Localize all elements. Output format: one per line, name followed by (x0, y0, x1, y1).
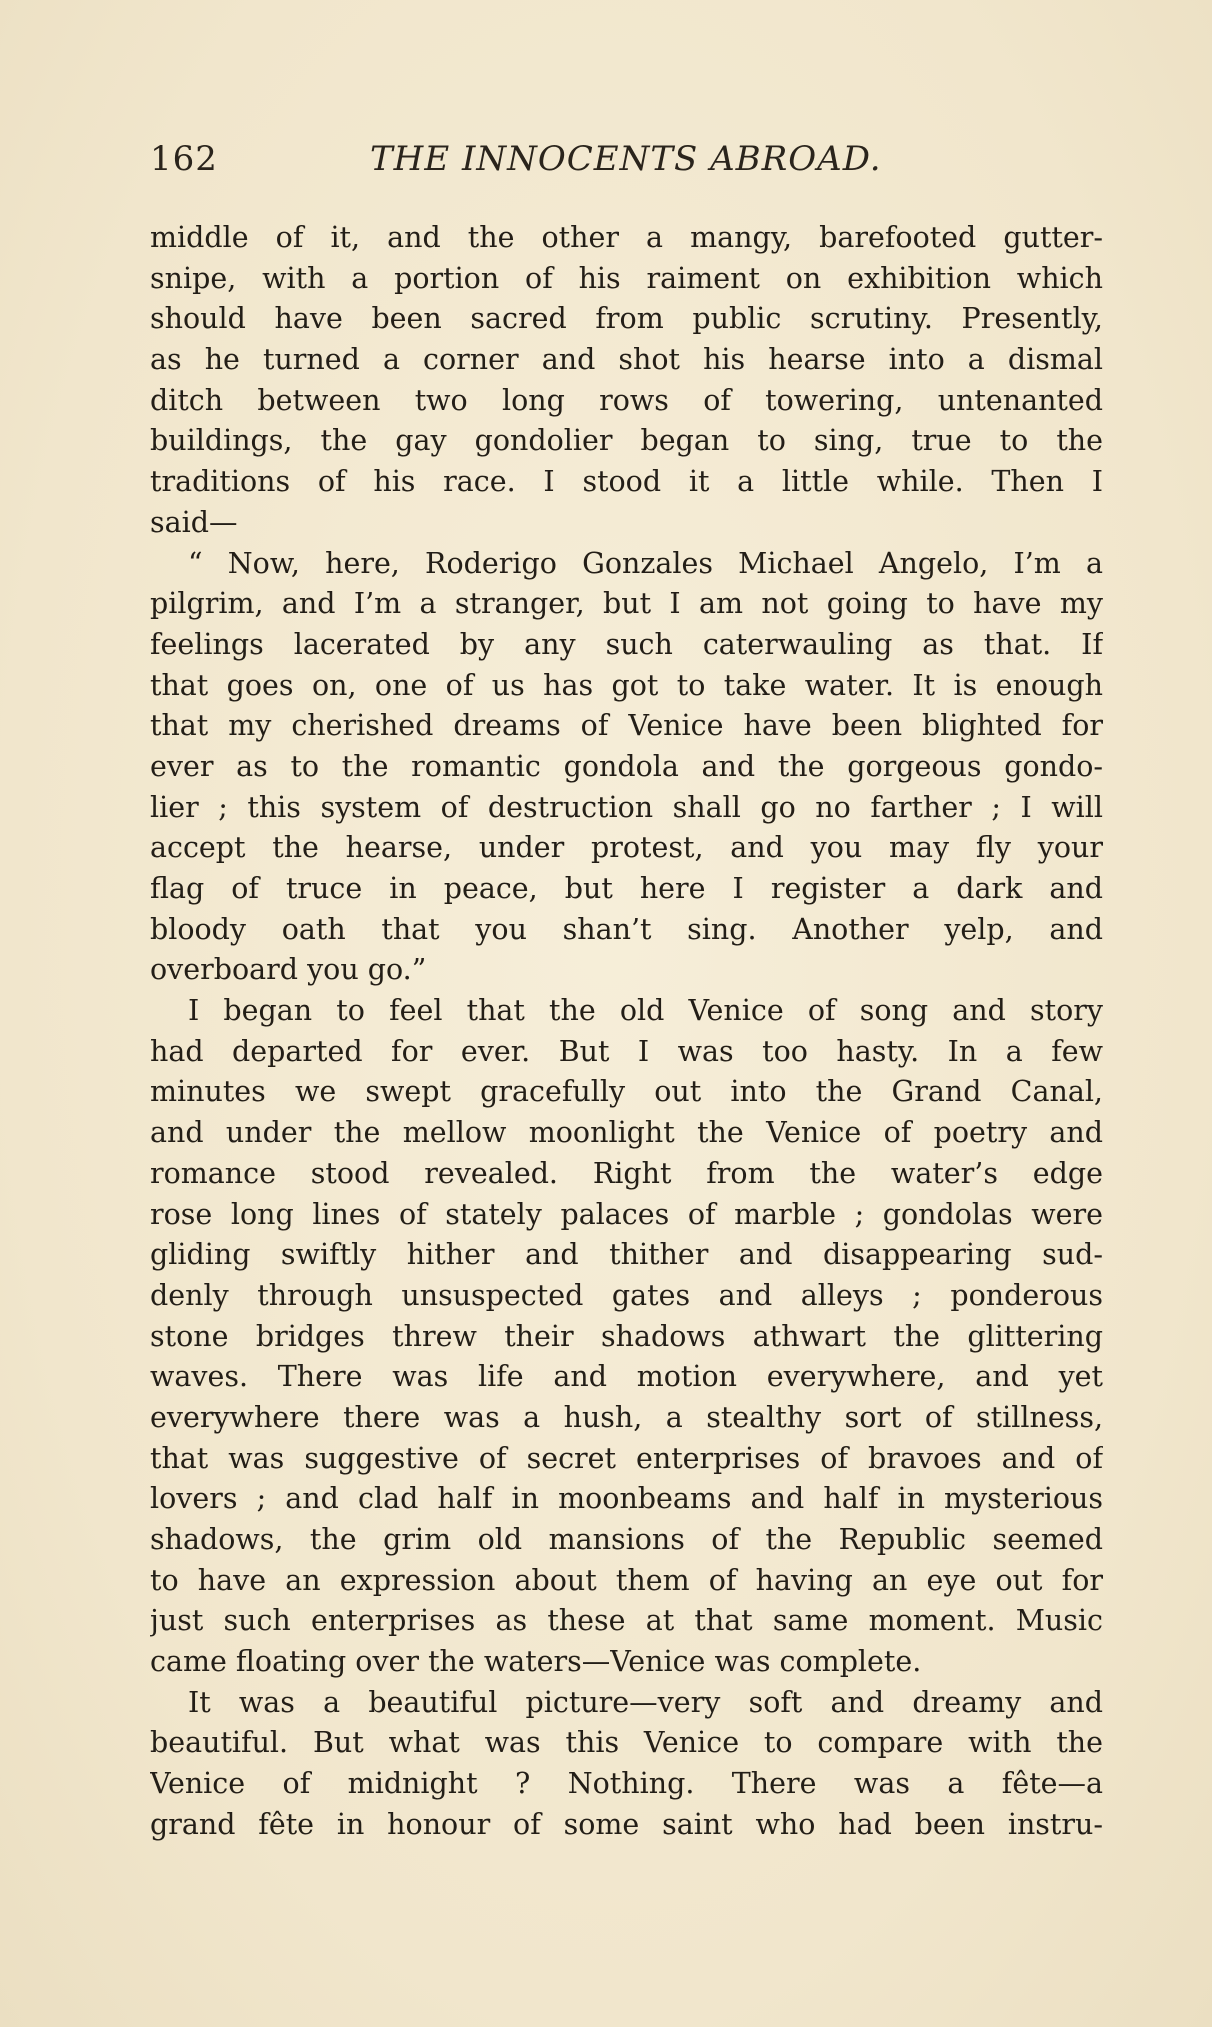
text-line: and under the mellow moonlight the Venice of poetry and (150, 1116, 1103, 1150)
text-line: “ Now, here, Roderigo Gonzales Michael Angelo, I’m a (188, 546, 1103, 580)
text-line: feelings lacerated by any such caterwauling as that. If (150, 627, 1103, 661)
text-line: that was suggestive of secret enterprises of bravoes and of (150, 1441, 1103, 1475)
text-line: grand fête in honour of some saint who had been instru- (150, 1807, 1103, 1841)
text-line: ever as to the romantic gondola and the gorgeous gondo- (150, 749, 1103, 783)
text-line: rose long lines of stately palaces of marble ; gondolas were (150, 1197, 1103, 1231)
text-line: that my cherished dreams of Venice have been blighted for (150, 709, 1103, 743)
text-line: beautiful. But what was this Venice to compare with the (150, 1726, 1103, 1760)
text-line: traditions of his race. I stood it a little while. Then I (150, 465, 1103, 499)
text-line: gliding swiftly hither and thither and disappearing sud- (150, 1238, 1103, 1272)
text-line: said— (150, 505, 238, 539)
text-line: It was a beautiful picture—very soft and dreamy and (188, 1685, 1103, 1719)
text-line: should have been sacred from public scrutiny. Presently, (150, 302, 1103, 336)
text-line: that goes on, one of us has got to take water. It is enough (150, 668, 1103, 702)
text-line: came floating over the waters—Venice was complete. (150, 1645, 922, 1679)
text-line: buildings, the gay gondolier began to sing, true to the (150, 424, 1103, 458)
text-line: pilgrim, and I’m a stranger, but I am not going to have my (150, 587, 1103, 621)
text-line: waves. There was life and motion everywhere, and yet (150, 1360, 1103, 1394)
text-line: accept the hearse, under protest, and you may fly your (150, 831, 1103, 865)
text-line: flag of truce in peace, but here I register a dark and (150, 872, 1103, 905)
text-line: snipe, with a portion of his raiment on exhibition which (150, 261, 1103, 295)
text-line: middle of it, and the other a mangy, barefooted gutter- (150, 221, 1103, 254)
text-line: ditch between two long rows of towering, untenanted (150, 383, 1103, 417)
text-line: I began to feel that the old Venice of song and story (188, 994, 1103, 1028)
page-number: 162 (150, 139, 218, 179)
text-line: romance stood revealed. Right from the water’s edge (150, 1156, 1103, 1190)
text-line: had departed for ever. But I was too hasty. In a few (150, 1034, 1103, 1068)
text-line: denly through unsuspected gates and alleys ; ponderous (150, 1278, 1103, 1312)
running-title: THE INNOCENTS ABROAD. (370, 139, 882, 179)
text-line: as he turned a corner and shot his hearse into a dismal (150, 343, 1103, 377)
text-line: just such enterprises as these at that same moment. Music (150, 1604, 1103, 1638)
body-text (150, 218, 1103, 1846)
text-line: bloody oath that you shan’t sing. Another yelp, and (150, 912, 1103, 946)
page-header (150, 133, 1103, 193)
text-line: to have an expression about them of having an eye out for (150, 1563, 1103, 1597)
text-line: Venice of midnight ? Nothing. There was a fête—a (150, 1767, 1103, 1801)
text-line: stone bridges threw their shadows athwart the glittering (150, 1319, 1103, 1353)
text-line: shadows, the grim old mansions of the Republic seemed (150, 1523, 1103, 1556)
text-line: lovers ; and clad half in moonbeams and half in mysterious (150, 1482, 1103, 1516)
text-line: lier ; this system of destruction shall go no farther ; I will (150, 790, 1103, 824)
text-line: overboard you go.” (150, 953, 427, 987)
text-line: everywhere there was a hush, a stealthy sort of stillness, (150, 1400, 1103, 1434)
text-line: minutes we swept gracefully out into the Grand Canal, (150, 1075, 1103, 1109)
